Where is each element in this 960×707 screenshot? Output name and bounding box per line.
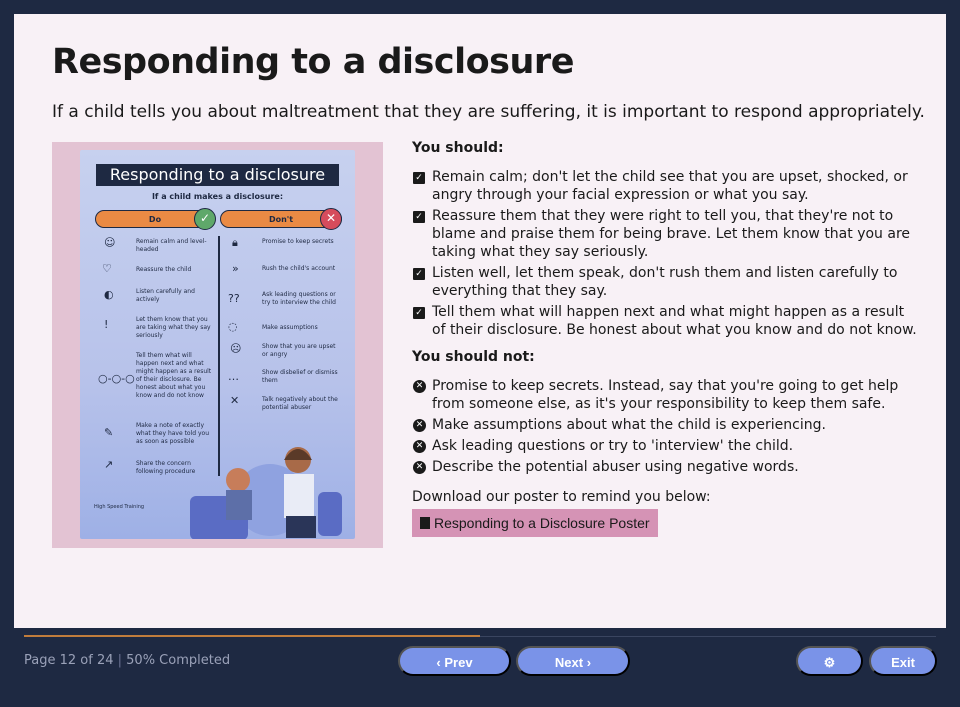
ear-icon: ◐ — [104, 288, 114, 301]
status-separator: | — [117, 653, 123, 668]
question-icon: ?? — [228, 292, 240, 305]
chevron-right-icon: › — [583, 655, 592, 670]
poster-dont-label: Don't — [220, 210, 342, 228]
poster-dont-item: Rush the child's account — [262, 265, 336, 272]
exclamation-icon: ! — [104, 318, 109, 331]
settings-button[interactable] — [796, 646, 863, 676]
should-not-heading: You should not: — [412, 349, 535, 365]
hand-heart-icon: ♡ — [102, 262, 112, 275]
download-poster-button[interactable]: Responding to a Disclosure Poster — [412, 509, 658, 537]
page-counter: Page 12 of 24 — [24, 653, 114, 668]
poster-logo: High Speed Training — [94, 504, 145, 510]
completion-text: 50% Completed — [126, 653, 231, 668]
page-status — [24, 653, 230, 668]
assumption-icon: ◌ — [228, 320, 238, 333]
poster-do-item: Listen carefully and actively — [136, 288, 195, 303]
checkbox-checked-icon: ✓ — [413, 268, 425, 280]
download-text: Download our poster to remind you below: — [412, 489, 711, 505]
person-speaking-icon: ☺ — [104, 236, 116, 249]
poster-dont-item: Talk negatively about the potential abuser — [262, 396, 338, 411]
list-item: ✕ Make assumptions about what the child is experiencing. — [412, 416, 917, 434]
poster-dont-item: Show disbelief or dismiss them — [262, 369, 338, 384]
exit-button[interactable]: Exit — [869, 646, 937, 676]
circle-x-icon: ✕ — [413, 380, 426, 393]
poster-image — [52, 142, 383, 548]
list-item: ✕ Promise to keep secrets. Instead, say that you're going to get help from someone else, as it's your responsibility to keep them safe. — [412, 377, 917, 413]
page-title: Responding to a disclosure — [52, 42, 574, 82]
list-item: ✕ Describe the potential abuser using negative words. — [412, 458, 917, 476]
poster-subtitle: If a child makes a disclosure: — [151, 192, 284, 201]
poster-dont-item: Ask leading questions or try to interview the child — [262, 291, 336, 306]
prev-button[interactable]: ‹ Prev — [398, 646, 511, 676]
circle-x-icon: ✕ — [413, 461, 426, 474]
list-item: ✓ Remain calm; don't let the child see that you are upset, shocked, or angry through your facial expression or what you say. — [412, 168, 917, 204]
notepad-icon: ✎ — [104, 426, 114, 439]
content-card — [14, 14, 946, 628]
next-button[interactable]: Next › — [516, 646, 630, 676]
poster — [80, 150, 355, 539]
poster-dont-item: Promise to keep secrets — [262, 238, 334, 245]
negative-talk-icon: ✕ — [230, 394, 240, 407]
timeline-icon: ○-○-○ — [98, 372, 135, 385]
checkbox-checked-icon: ✓ — [413, 307, 425, 319]
fast-forward-icon: » — [232, 262, 239, 275]
poster-do-item: Reassure the child — [136, 266, 192, 273]
chevron-left-icon: ‹ — [436, 655, 445, 670]
guidance-section — [412, 140, 917, 537]
poster-do-label: Do — [95, 210, 215, 228]
circle-x-icon: ✕ — [413, 440, 426, 453]
poster-do-item: Tell them what will happen next and what might happen as a result of their disclosure. Be honest about what you know and do not know — [136, 352, 212, 399]
list-item: ✓ Reassure them that they were right to tell you, that they're not to blame and praise them for being brave. Let them know that you are taking what they say seriously. — [412, 207, 917, 261]
angry-face-icon: ☹ — [230, 342, 242, 355]
illustration-people — [180, 430, 350, 539]
poster-title: Responding to a disclosure — [96, 164, 339, 186]
poster-do-item: Remain calm and level-headed — [136, 238, 207, 253]
poster-do-item: Make a note of exactly what they have told you as soon as possible — [136, 422, 210, 445]
poster-do-item: Let them know that you are taking what they say seriously — [136, 316, 211, 339]
speech-bubble-icon: … — [228, 370, 239, 383]
share-icon: ↗ — [104, 458, 114, 471]
cross-circle-icon: ✕ — [320, 208, 342, 230]
check-circle-icon: ✓ — [194, 208, 216, 230]
poster-do-item: Share the concern following procedure — [136, 460, 196, 475]
checkbox-checked-icon: ✓ — [413, 211, 425, 223]
circle-x-icon: ✕ — [413, 419, 426, 432]
should-heading: You should: — [412, 140, 504, 156]
gears-icon: ⚙ — [823, 655, 836, 670]
file-pdf-icon — [420, 517, 430, 529]
intro-text: If a child tells you about maltreatment that they are suffering, it is important to respond appropriately. — [52, 102, 925, 122]
poster-dont-item: Show that you are upset or angry — [262, 343, 336, 358]
list-item: ✓ Tell them what will happen next and what might happen as a result of their disclosure. Be honest about what you know and do not know. — [412, 303, 917, 339]
list-item: ✕ Ask leading questions or try to 'interview' the child. — [412, 437, 917, 455]
list-item: ✓ Listen well, let them speak, don't rush them and listen carefully to everything that they say. — [412, 264, 917, 300]
lock-icon: 🔒︎ — [232, 236, 238, 249]
poster-dont-item: Make assumptions — [262, 324, 318, 331]
checkbox-checked-icon: ✓ — [413, 172, 425, 184]
progress-fill — [24, 635, 480, 637]
